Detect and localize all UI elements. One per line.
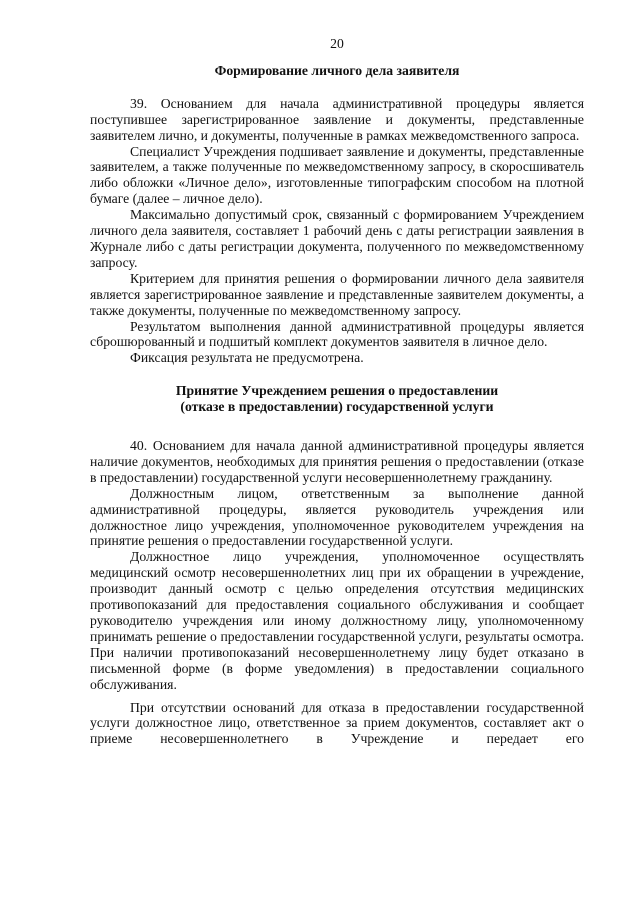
paragraph-40: 40. Основанием для начала данной административной процедуры является наличие документов, необходимых для принятия решения о предоставлении (отказе в предоставлении) государственной услуги несовершеннолетнему гражданину. [90, 438, 584, 485]
paragraph-result: Результатом выполнения данной административной процедуры является сброшюрованный и подшитый комплект документов заявителя в личное дело. [90, 318, 584, 350]
paragraph-criterion: Критерием для принятия решения о формировании личного дела заявителя является зарегистрированное заявление и представленные заявителем документы, а также документы, полученные по межведомственному запросу. [90, 270, 584, 318]
paragraph-39: 39. Основанием для начала административной процедуры является поступившее зарегистрированное заявление и документы, представленные заявителем лично, и документы, полученные в рамках межведомственного запроса. [90, 95, 584, 143]
paragraph-admission-act: При отсутствии оснований для отказа в предоставлении государственной услуги должностное лицо, ответственное за прием документов, составляет акт о приеме несовершеннолетнего в Учреждение и передает его [90, 699, 584, 747]
section-heading-decision [90, 383, 584, 415]
section-heading-personal-file [90, 63, 584, 79]
paragraph-specialist: Специалист Учреждения подшивает заявление и документы, представленные заявителем, а также полученные по межведомственному запросу, в скоросшиватель либо обложки «Личное дело», изготовленные типографским способом на плотной бумаге (далее – личное дело). [90, 143, 584, 207]
heading-line: (отказе в предоставлении) государственной услуги [180, 399, 494, 415]
heading-line: Принятие Учреждением решения о предоставлении [175, 383, 499, 399]
paragraph-medical-exam: Должностное лицо учреждения, уполномоченное осуществлять медицинский осмотр несовершеннолетних лиц при их обращении в учреждение, производит данный осмотр с целью определения отсутствия медицинских противопоказаний для предоставления социального обслуживания и сообщает руководителю учреждения или иному должностному лицу, уполномоченному принимать решение о предоставлении государственной услуги, результаты осмотра. При наличии противопоказаний несовершеннолетнему лицу будет отказано в письменной форме (в форме уведомления) в предоставлении социального обслуживания. [90, 549, 584, 692]
paragraph-max-term: Максимально допустимый срок, связанный с формированием Учреждением личного дела заявителя, составляет 1 рабочий день с даты регистрации заявления в Журнале либо с даты регистрации документа, полученного по межведомственному запросу. [90, 207, 584, 270]
paragraph-responsible-official: Должностным лицом, ответственным за выполнение данной административной процедуры, является руководитель учреждения или должностное лицо учреждения, уполномоченное руководителем учреждения на принятие решения о предоставлении государственной услуги. [90, 485, 584, 549]
paragraph-fixation: Фиксация результата не предусмотрена. [130, 350, 364, 366]
document-page [90, 36, 584, 747]
heading-line: Формирование личного дела заявителя [214, 62, 460, 78]
page-number: 20 [330, 36, 344, 51]
